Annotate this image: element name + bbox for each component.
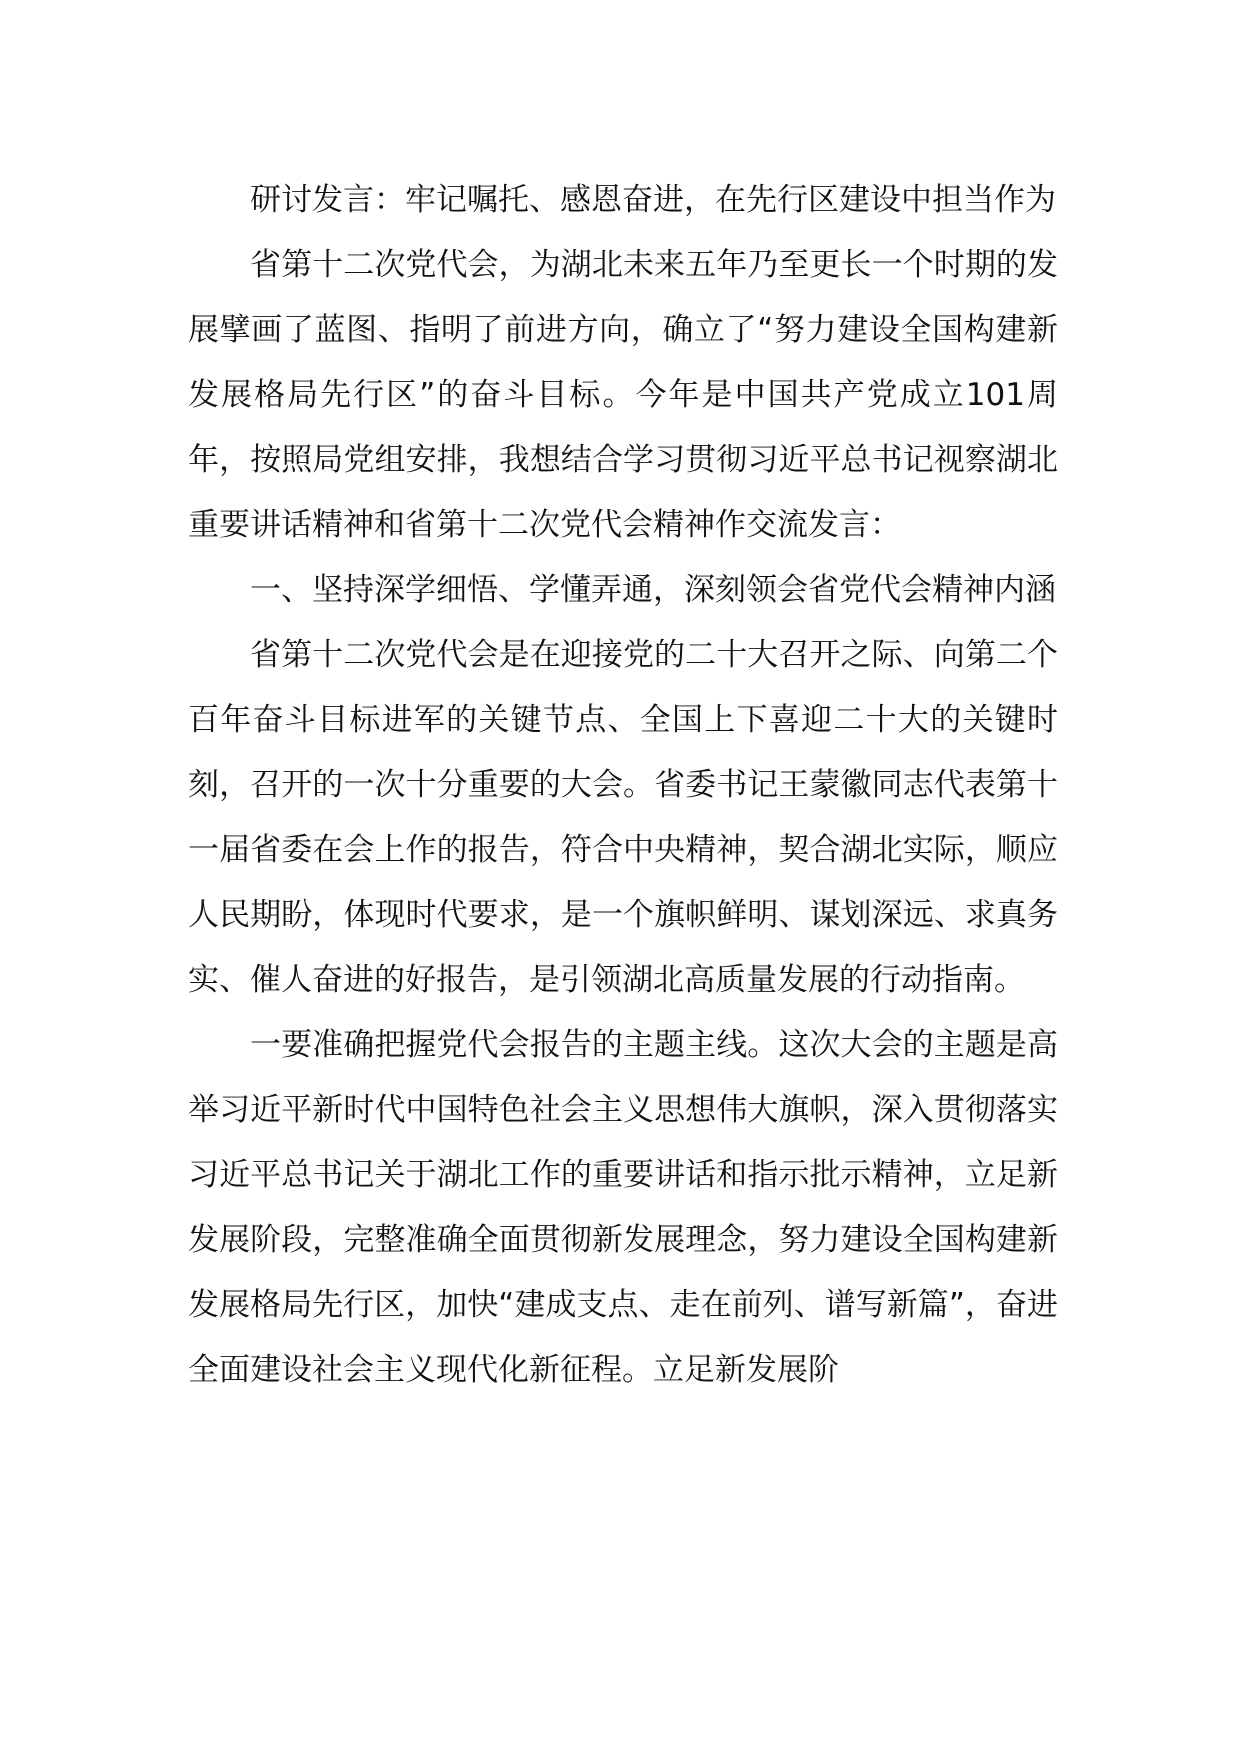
- paragraph-theme: 一要准确把握党代会报告的主题主线。这次大会的主题是高举习近平新时代中国特色社会主义思想伟大旗帜，深入贯彻落实习近平总书记关于湖北工作的重要讲话和指示批示精神，立足新发展阶段，完整准确全面贯彻新发展理念，努力建设全国构建新发展格局先行区，加快“建成支点、走在前列、谱写新篇”，奋进全面建设社会主义现代化新征程。立足新发展阶: [188, 1027, 1058, 1388]
- section-heading-1: 一、坚持深学细悟、学懂弄通，深刻领会省党代会精神内涵: [250, 572, 1056, 608]
- paragraph-intro: 省第十二次党代会，为湖北未来五年乃至更长一个时期的发展擘画了蓝图、指明了前进方向，确立了“努力建设全国构建新发展格局先行区”的奋斗目标。今年是中国共产党成立101周年，按照局党组安排，我想结合学习贯彻习近平总书记视察湖北重要讲话精神和省第十二次党代会精神作交流发言：: [188, 247, 1058, 543]
- document-title: 研讨发言：牢记嘱托、感恩奋进，在先行区建设中担当作为: [250, 182, 1056, 218]
- paragraph-congress: 省第十二次党代会是在迎接党的二十大召开之际、向第二个百年奋斗目标进军的关键节点、全国上下喜迎二十大的关键时刻，召开的一次十分重要的大会。省委书记王蒙徽同志代表第十一届省委在会上作的报告，符合中央精神，契合湖北实际，顺应人民期盼，体现时代要求，是一个旗帜鲜明、谋划深远、求真务实、催人奋进的好报告，是引领湖北高质量发展的行动指南。: [188, 637, 1058, 998]
- document-body: [188, 168, 1058, 1403]
